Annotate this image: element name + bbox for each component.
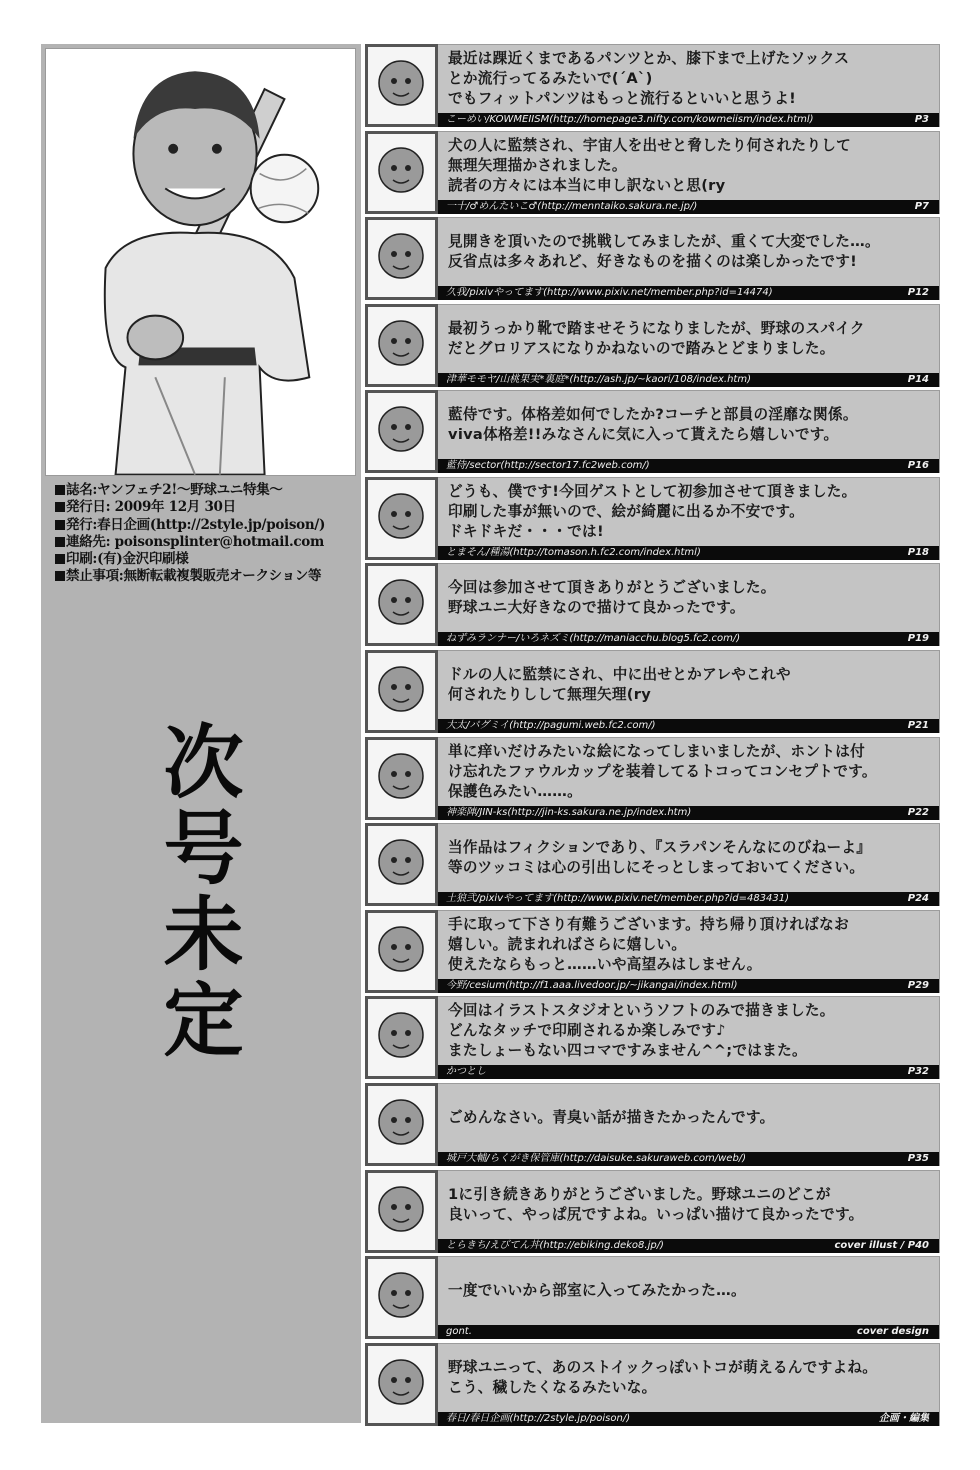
comment-text — [448, 1087, 931, 1149]
comment-line: 単に痒いだけみたいな絵になってしまいましたが、ホントは付 — [448, 742, 866, 760]
comment-text — [448, 394, 931, 456]
credit-bar — [438, 546, 939, 560]
credit-bar — [438, 286, 939, 300]
comment-line: 藍侍です。体格差如何でしたか?コーチと部員の淫靡な関係。 — [448, 406, 858, 424]
author-credit: 大太/パグミイ(http://pagumi.web.fc2.com/) — [446, 720, 656, 732]
colophon-date: 発行日: 2009年 12月 30日 — [55, 499, 355, 516]
colophon — [55, 482, 355, 586]
credit-bar — [438, 1065, 939, 1079]
avatar — [365, 996, 438, 1079]
comment-line: ドキドキだ・・・では! — [448, 522, 604, 540]
comment-line: だとグロリアスになりかねないので踏みとどまりました。 — [448, 339, 835, 357]
comment-bubble — [438, 217, 940, 300]
author-credit: 今野/cesium(http://f1.aaa.livedoor.jp/~jikangai/index.html) — [446, 979, 738, 991]
comment-text — [448, 654, 931, 716]
contributor-entry — [365, 1343, 940, 1426]
comment-text — [448, 1000, 931, 1062]
avatar — [365, 131, 438, 214]
credit-bar — [438, 373, 939, 387]
baseball-player-illustration — [46, 49, 355, 475]
bullet-square-icon — [55, 554, 65, 564]
comment-line: 1に引き続きありがとうございました。野球ユニのどこが — [448, 1185, 831, 1203]
author-credit: とまそん/種湯(http://tomason.h.fc2.com/index.html) — [446, 546, 701, 558]
comment-line: viva体格差!!みなさんに気に入って貰えたら嬉しいです。 — [448, 426, 839, 444]
comment-bubble — [438, 390, 940, 473]
contributor-entry — [365, 737, 940, 820]
contributor-entry — [365, 1256, 940, 1339]
helmet-player-avatar-icon — [368, 220, 435, 297]
comment-text — [448, 741, 931, 803]
colophon-printer: 印刷:(有)金沢印刷様 — [55, 551, 355, 568]
contributor-entry — [365, 44, 940, 127]
author-credit: 春日/春日企画(http://2style.jp/poison/) — [446, 1412, 631, 1424]
comment-text — [448, 135, 931, 197]
author-credit: こーめい/KOWMEIISM(http://homepage3.nifty.com/kowmeiism/index.html) — [446, 114, 814, 125]
avatar — [365, 390, 438, 473]
page-ref: P7 — [914, 200, 929, 212]
comment-line: ごめんなさい。青臭い話が描きたかったんです。 — [448, 1108, 775, 1126]
geisha-face-avatar-icon — [368, 1346, 435, 1423]
bullet-square-icon — [55, 485, 65, 495]
page-ref: P14 — [907, 373, 929, 385]
comment-text — [448, 1347, 931, 1409]
comment-line: 今回は参加させて頂きありがとうございました。 — [448, 579, 776, 597]
contributor-entry — [365, 910, 940, 993]
bullet-square-icon — [55, 520, 65, 530]
comment-bubble — [438, 1083, 940, 1166]
avatar — [365, 1170, 438, 1253]
credit-bar — [438, 806, 939, 820]
avatar — [365, 1083, 438, 1166]
page-ref: P12 — [907, 287, 929, 299]
avatar — [365, 737, 438, 820]
comment-line: 最近は踝近くまであるパンツとか、膝下まで上げたソックス — [448, 50, 850, 67]
page-ref: P19 — [907, 633, 929, 645]
comment-line: 何されたりしして無理矢理(ry — [448, 686, 652, 704]
comment-line: 嬉しい。読まれればさらに嬉しい。 — [448, 935, 687, 953]
page-ref: P21 — [907, 720, 929, 732]
page-ref: cover design — [856, 1326, 929, 1338]
left-panel — [41, 44, 361, 1423]
comment-text — [448, 221, 931, 283]
spiky-hair-hoodie-avatar-icon — [368, 826, 435, 903]
mascot-avatar-icon — [368, 480, 435, 557]
comment-bubble — [438, 1170, 940, 1253]
author-credit: gont. — [446, 1326, 472, 1338]
page-ref: P3 — [914, 114, 929, 125]
comment-bubble — [438, 563, 940, 646]
comment-line: またしょーもない四コマですみません^^;ではまた。 — [448, 1042, 807, 1060]
comment-line: け忘れたファウルカップを装着してるトコってコンセプトです。 — [448, 762, 877, 780]
author-credit: 久我/pixivやってます(http://www.pixiv.net/member.php?id=14474) — [446, 287, 773, 299]
author-credit: かつとし — [446, 1066, 486, 1078]
comment-text — [448, 308, 931, 370]
comment-line: 見開きを頂いたので挑戦してみましたが、重くて大変でした…。 — [448, 233, 880, 251]
comment-line: どんなタッチで印刷されるか楽しみです♪ — [448, 1022, 726, 1040]
contributor-entry — [365, 131, 940, 214]
contributor-entry — [365, 217, 940, 300]
comment-line: 野球ユニ大好きなので描けて良かったです。 — [448, 599, 745, 617]
contributor-entry — [365, 1083, 940, 1166]
author-credit: とらきち/えびてん丼(http://ebiking.deko8.jp/) — [446, 1239, 664, 1251]
contributor-entry — [365, 996, 940, 1079]
page-ref: cover illust / P40 — [834, 1239, 929, 1251]
avatar — [365, 217, 438, 300]
contributor-entry — [365, 477, 940, 560]
comment-text — [448, 567, 931, 629]
credit-bar — [438, 1239, 939, 1253]
bullet-square-icon — [55, 502, 65, 512]
page-ref: P29 — [907, 979, 929, 991]
credit-bar — [438, 1152, 939, 1166]
contributor-entry — [365, 823, 940, 906]
author-credit: 藍侍/sector(http://sector17.fc2web.com/) — [446, 460, 650, 472]
frog-avatar-icon — [368, 47, 435, 124]
page-ref: P24 — [907, 893, 929, 905]
page-ref: P16 — [907, 460, 929, 472]
comment-bubble — [438, 650, 940, 733]
comment-bubble — [438, 304, 940, 387]
comment-bubble — [438, 1343, 940, 1426]
comment-bubble — [438, 737, 940, 820]
comment-line: 一度でいいから部室に入ってみたかった…。 — [448, 1282, 746, 1300]
round-face-logo-avatar-icon — [368, 1259, 435, 1336]
comment-line: どうも、僕です!今回ゲストとして初参加させて頂きました。 — [448, 482, 857, 500]
avatar — [365, 823, 438, 906]
credit-bar — [438, 1325, 939, 1339]
bald-man-avatar-icon — [368, 566, 435, 643]
comment-bubble — [438, 910, 940, 993]
avatar — [365, 1343, 438, 1426]
author-credit: ねずみランナー/いろネズミ(http://maniacchu.blog5.fc2.com/) — [446, 633, 741, 645]
contributor-entry — [365, 650, 940, 733]
comment-bubble — [438, 477, 940, 560]
contributor-list — [365, 44, 940, 1429]
boy-bandage-avatar-icon — [368, 999, 435, 1076]
comment-line: 良いって、やっぱ尻ですよね。いっぱい描けて良かったです。 — [448, 1205, 864, 1223]
page-ref: P22 — [907, 806, 929, 818]
colophon-title: 誌名:ヤンフェチ2!〜野球ユニ特集〜 — [55, 482, 355, 499]
comment-line: 野球ユニって、あのストイックっぽいトコが萌えるんですよね。 — [448, 1358, 878, 1376]
credit-bar — [438, 200, 939, 214]
blushing-boy-avatar-icon — [368, 1086, 435, 1163]
comment-line: 当作品はフィクションであり、『スラパンそんなにのびねーよ』 — [448, 839, 872, 857]
comment-text — [448, 1174, 931, 1236]
comment-line: 最初うっかり靴で踏ませそうになりましたが、野球のスパイク — [448, 319, 865, 337]
hajimemashite-avatar-icon — [368, 653, 435, 730]
avatar — [365, 910, 438, 993]
comment-line: 犬の人に監禁され、宇宙人を出せと脅したり何されたりして — [448, 136, 852, 154]
page-ref: P18 — [907, 546, 929, 558]
colophon-prohibited: 禁止事項:無断転載複製販売オークション等 — [55, 568, 355, 585]
contributor-entry — [365, 563, 940, 646]
burly-man-avatar-icon — [368, 393, 435, 470]
comment-line: 保護色みたい……。 — [448, 782, 583, 800]
contributor-entry — [365, 390, 940, 473]
credit-bar — [438, 719, 939, 733]
comment-line: 使えたならもっと……いや高望みはしません。 — [448, 955, 762, 973]
page-ref: P32 — [907, 1066, 929, 1078]
comment-line: 印刷した事が無いので、絵が綺麗に出るか不安です。 — [448, 502, 804, 520]
credit-bar — [438, 1412, 939, 1426]
contributor-entry — [365, 1170, 940, 1253]
comment-line: でもフィットパンツはもっと流行るといいと思うよ! — [448, 90, 797, 107]
bullet-square-icon — [55, 537, 65, 547]
comment-text — [448, 1260, 931, 1322]
avatar — [365, 304, 438, 387]
comment-bubble — [438, 996, 940, 1079]
comment-bubble — [438, 1256, 940, 1339]
page-ref: 企画・編集 — [879, 1412, 929, 1424]
comment-line: こう、穢したくなるみたいな。 — [448, 1378, 657, 1396]
author-credit: 神楽陣/JIN-ks(http://jin-ks.sakura.ne.jp/index.htm) — [446, 806, 692, 818]
comment-line: 読者の方々には本当に申し訳ないと思(ry — [448, 176, 726, 194]
author-credit: 津華モモヤ/山桃果実*裏庭*(http://ash.jp/~kaori/108/index.htm) — [446, 373, 751, 385]
comment-text — [448, 827, 931, 889]
avatar — [365, 477, 438, 560]
comment-line: ドルの人に監禁にされ、中に出せとかアレやこれや — [448, 666, 791, 684]
comment-line: 今回はイラストスタジオというソフトのみで描きました。 — [448, 1002, 835, 1020]
credit-bar — [438, 459, 939, 473]
credit-bar — [438, 632, 939, 646]
avatar — [365, 1256, 438, 1339]
comment-line: 手に取って下さり有難うございます。持ち帰り頂ければなお — [448, 915, 849, 933]
comment-bubble — [438, 44, 940, 127]
comment-bubble — [438, 131, 940, 214]
author-credit: 城戸大輔/らくがき保管庫(http://daisuke.sakuraweb.com/web/) — [446, 1152, 747, 1164]
contributor-entry — [365, 304, 940, 387]
shiba-dog-avatar-icon — [368, 1173, 435, 1250]
avatar — [365, 650, 438, 733]
avatar — [365, 44, 438, 127]
smiling-doodle-avatar-icon — [368, 307, 435, 384]
comment-text — [448, 481, 931, 543]
censored-man-avatar-icon — [368, 740, 435, 817]
comment-line: とか流行ってるみたいで(´A`) — [448, 70, 653, 87]
comment-text — [448, 48, 931, 110]
page-ref: P35 — [907, 1152, 929, 1164]
avatar — [365, 563, 438, 646]
sketch-man-avatar-icon — [368, 913, 435, 990]
colophon-publisher: 発行:春日企画(http://2style.jp/poison/) — [55, 517, 355, 534]
comment-text — [448, 914, 931, 976]
comment-line: 反省点は多々あれど、好きなものを描くのは楽しかったです! — [448, 253, 858, 271]
author-credit: 一十/♂めんたいこ♂(http://menntaiko.sakura.ne.jp/) — [446, 200, 698, 212]
author-credit: 土狼弐/pixivやってます(http://www.pixiv.net/member.php?id=483431) — [446, 893, 790, 905]
next-issue-heading: 次号未定 — [150, 720, 243, 1064]
cover-illustration — [45, 48, 356, 476]
panda-avatar-icon — [368, 134, 435, 211]
credit-bar — [438, 113, 939, 127]
bullet-square-icon — [55, 571, 65, 581]
credit-bar — [438, 892, 939, 906]
comment-line: 無理矢理描かされました。 — [448, 156, 627, 174]
comment-line: 等のツッコミは心の引出しにそっとしまっておいてください。 — [448, 859, 865, 877]
credit-bar — [438, 979, 939, 993]
comment-bubble — [438, 823, 940, 906]
colophon-contact: 連絡先: poisonsplinter@hotmail.com — [55, 534, 355, 551]
